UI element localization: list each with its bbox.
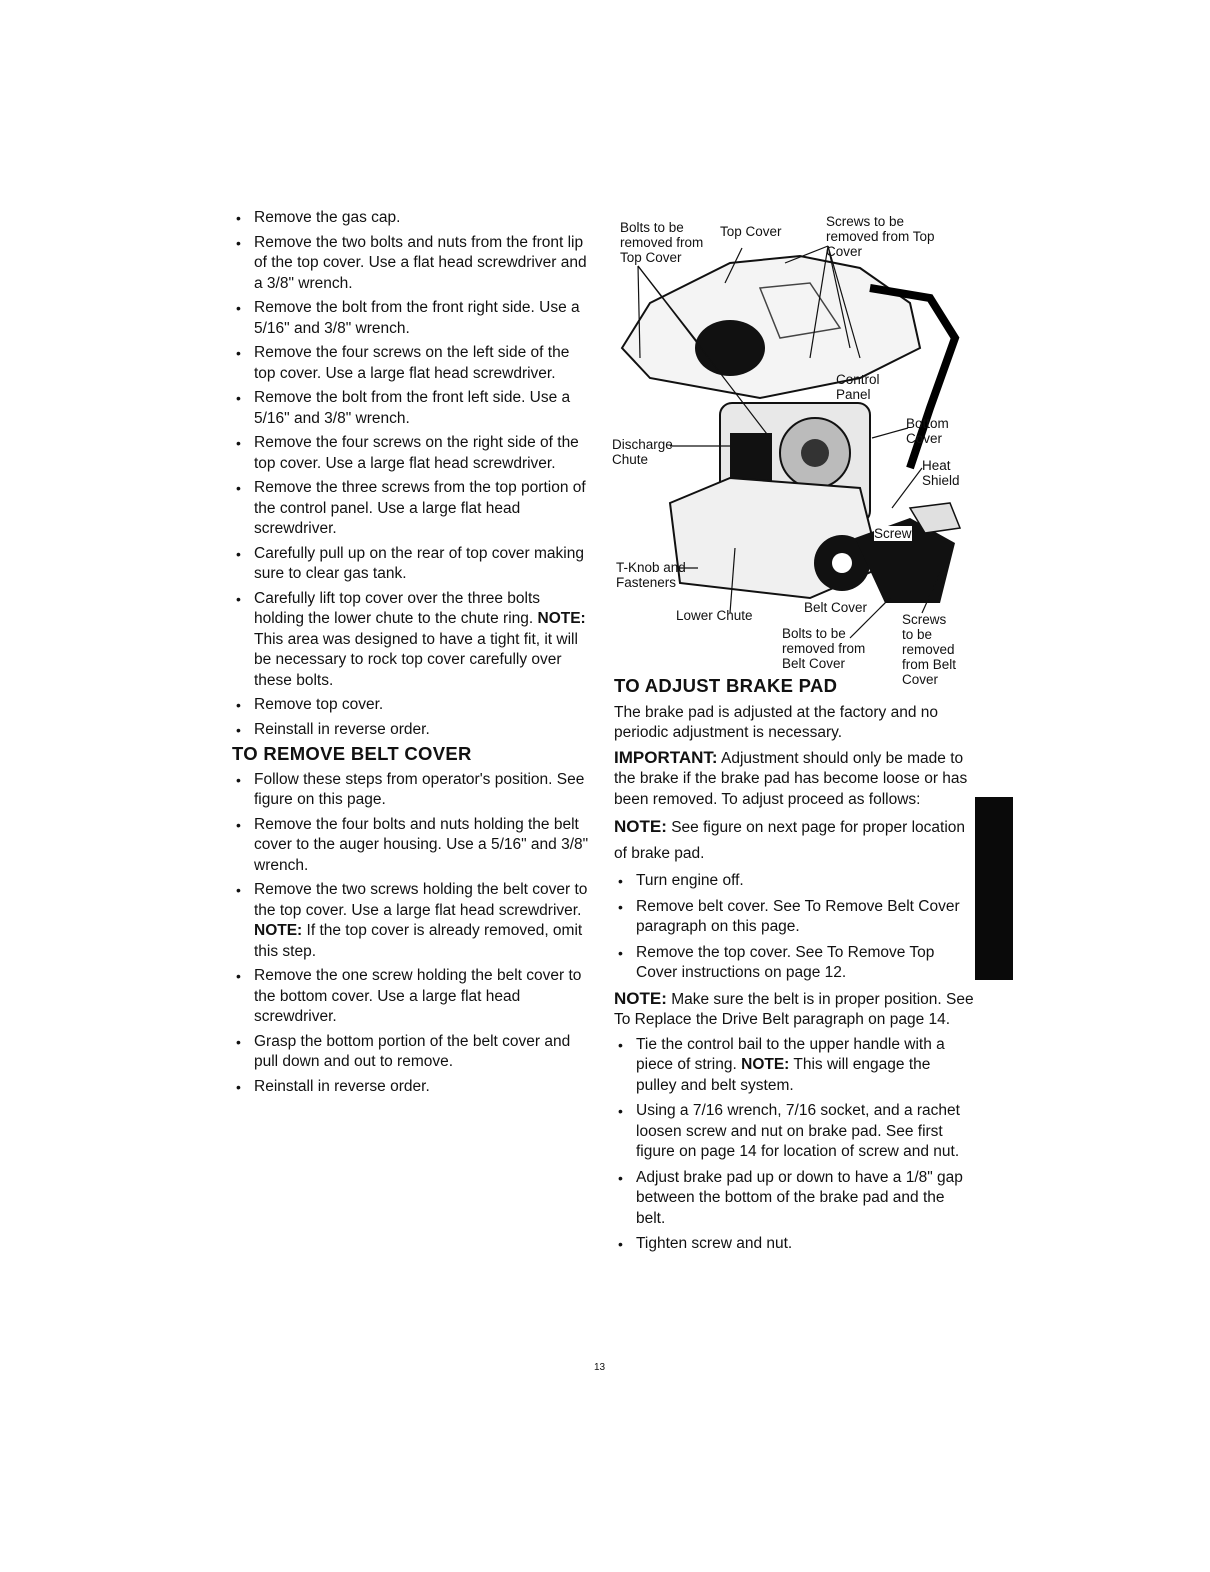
chute-opening [695, 320, 765, 376]
note-label: NOTE: [537, 610, 586, 627]
label-screws-top-cover: Screws to be removed from Top Cover [826, 214, 935, 259]
list-item: • Remove the bolt from the front right side. Use a 5/16" and 3/8" wrench. [232, 298, 594, 339]
belt-cover-steps [232, 770, 594, 1098]
note-text: This area was designed to have a tight fit, it will be necessary to rock top cover carefully over these bolts. [254, 630, 578, 689]
label-bottom-cover: Bottom Cover [906, 416, 949, 446]
brake-intro: The brake pad is adjusted at the factory and no periodic adjustment is necessary. [614, 703, 938, 741]
label-belt-cover: Belt Cover [804, 600, 868, 615]
wheel-hub [832, 553, 852, 573]
list-item [232, 589, 594, 692]
note-text: This will engage the pulley and belt system. [636, 1056, 931, 1094]
list-item: • Remove the four bolts and nuts holding the belt cover to the auger housing. Use a 5/16" and 3/8" wrench. [232, 815, 594, 877]
label-control-panel: Control Panel [836, 372, 880, 402]
list-item: • Remove the bolt from the front left side. Use a 5/16" and 3/8" wrench. [232, 388, 594, 429]
list-item: • Remove the four screws on the left side of the top cover. Use a large flat head screwdriver. [232, 343, 594, 384]
list-item: • Follow these steps from operator's position. See figure on this page. [232, 770, 594, 811]
engine-hub [801, 439, 829, 467]
label-screw: Screw [874, 526, 912, 541]
brake-pad-heading: TO ADJUST BRAKE PAD [614, 675, 838, 696]
important-paragraph [614, 748, 974, 811]
note-label: NOTE: [614, 817, 667, 836]
label-top-cover: Top Cover [720, 224, 782, 239]
list-item: • Remove the one screw holding the belt cover to the bottom cover. Use a large flat head screwdriver. [232, 966, 594, 1028]
section-thumb-tab [975, 797, 1013, 980]
brake-steps-a [614, 871, 974, 984]
list-item: • Remove top cover. [232, 695, 594, 716]
note-label: NOTE: [741, 1056, 790, 1073]
list-item: • Remove the four screws on the right side of the top cover. Use a large flat head screwdriver. [232, 433, 594, 474]
label-lower-chute: Lower Chute [676, 608, 753, 623]
important-label: IMPORTANT: [614, 747, 718, 767]
left-column [232, 208, 594, 1101]
list-item: • Remove the two bolts and nuts from the front lip of the top cover. Use a flat head screwdriver and a 3/8" wrench. [232, 233, 594, 295]
list-item: • Remove belt cover. See To Remove Belt Cover paragraph on this page. [614, 897, 974, 938]
list-item: • Adjust brake pad up or down to have a 1/8" gap between the bottom of the brake pad and the belt. [614, 1168, 974, 1230]
list-item: • Remove the top cover. See To Remove Top Cover instructions on page 12. [614, 943, 974, 984]
list-item [614, 1035, 974, 1097]
list-item: • Remove the gas cap. [232, 208, 594, 229]
list-item: • Reinstall in reverse order. [232, 1077, 594, 1098]
label-bolts-belt-cover: Bolts to be removed from Belt Cover [782, 626, 866, 671]
list-item: • Reinstall in reverse order. [232, 720, 594, 741]
note-label: NOTE: [614, 988, 667, 1008]
step-text: Tie the control bail to the upper handle with a piece of string. [636, 1035, 945, 1073]
note-label: NOTE: [254, 922, 303, 939]
list-item: • Tighten screw and nut. [614, 1234, 974, 1255]
label-discharge-chute: Discharge Chute [612, 437, 673, 467]
note-paragraph [614, 989, 974, 1031]
snowthrower-diagram [610, 208, 980, 686]
label-bolts-top-cover: Bolts to be removed from Top Cover [620, 220, 704, 265]
label-tknob-fasteners: T-Knob and Fasteners [616, 560, 686, 590]
list-item: • Using a 7/16 wrench, 7/16 socket, and a rachet loosen screw and nut on brake pad. See first figure on page 14 for location of screw and nut. [614, 1101, 974, 1163]
label-screws-belt-cover: Screws to be removed from Belt Cover [902, 612, 957, 687]
top-cover-steps [232, 208, 594, 740]
list-item: • Remove the three screws from the top portion of the control panel. Use a large flat head screwdriver. [232, 478, 594, 540]
step-text: Remove the two screws holding the belt cover to the top cover. Use a large flat head screwdriver. [254, 881, 588, 919]
page-number: 13 [594, 1362, 606, 1373]
important-text: Adjustment should only be made to the brake if the brake pad has become loose or has been removed. To adjust proceed as follows: [614, 749, 968, 808]
label-heat-shield: Heat Shield [922, 458, 960, 488]
step-text: Carefully lift top cover over the three bolts holding the lower chute to the chute ring. [254, 589, 541, 627]
belt-cover-heading: TO REMOVE BELT COVER [232, 743, 472, 764]
list-item: • Turn engine off. [614, 871, 974, 892]
note-paragraph [614, 814, 974, 867]
note-text: If the top cover is already removed, omit this step. [254, 922, 583, 960]
note-text: Make sure the belt is in proper position. See To Replace the Drive Belt paragraph on page 14. [614, 990, 974, 1028]
list-item [232, 880, 594, 962]
list-item: • Grasp the bottom portion of the belt cover and pull down and out to remove. [232, 1032, 594, 1073]
brake-steps-b [614, 1035, 974, 1255]
list-item: • Carefully pull up on the rear of top cover making sure to clear gas tank. [232, 544, 594, 585]
right-column [614, 676, 974, 1260]
note-text: See figure on next page for proper location of brake pad. [614, 819, 966, 862]
